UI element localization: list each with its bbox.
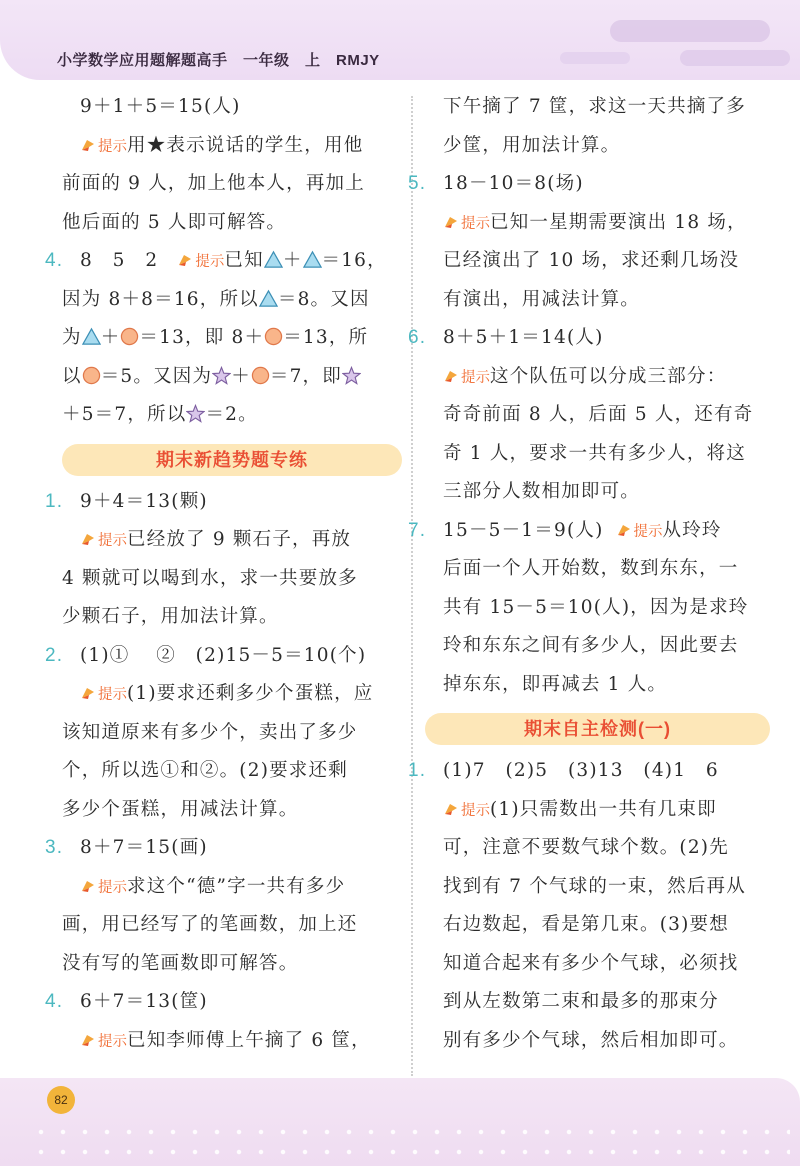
answer-text: 6＋7＝13(筐) xyxy=(80,991,208,1012)
hint-line xyxy=(62,868,402,907)
circle-icon xyxy=(264,327,283,346)
hint-text: ＝2。 xyxy=(205,404,258,425)
hint-label: 提示 xyxy=(98,533,127,549)
hint-icon xyxy=(80,138,96,152)
hint-text: 共有 15－5＝10(人)，因为是求玲 xyxy=(443,596,749,618)
problem-5-answer xyxy=(408,165,770,204)
hint-text: 到从左数第二束和最多的那束分 xyxy=(443,991,719,1012)
star-icon xyxy=(186,404,205,423)
triangle-icon xyxy=(82,327,101,346)
hint-text: 下午摘了 7 筐，求这一天共摘了多 xyxy=(443,96,746,117)
problem-number: 4. xyxy=(45,991,64,1012)
triangle-icon xyxy=(303,250,322,269)
hint-text: 右边数起，看是第几束。(3)要想 xyxy=(443,914,729,935)
page-header xyxy=(0,0,800,80)
hint-label: 提示 xyxy=(461,802,490,819)
hint-text: 画，用已经写了的笔画数，加上还 xyxy=(62,914,358,935)
star-icon xyxy=(342,366,361,385)
hint-text: 别有多少个气球，然后相加即可。 xyxy=(443,1029,739,1051)
hint-label: 提示 xyxy=(98,879,127,896)
triangle-icon xyxy=(259,289,278,308)
hint-text: ＝13，即 8＋ xyxy=(139,327,265,348)
hint-text: 以 xyxy=(62,365,82,387)
book-title: 小学数学应用题解题高手 一年级 上 RMJY xyxy=(57,52,380,69)
hint-label: 提示 xyxy=(461,369,490,386)
column-divider xyxy=(411,96,413,1076)
hint-text: 从玲玲 xyxy=(662,519,722,541)
hint-text: 用★表示说话的学生，用他 xyxy=(127,134,364,156)
hint-text: 少颗石子，用加法计算。 xyxy=(62,606,279,627)
hint-line xyxy=(62,1022,402,1061)
right-column xyxy=(408,88,770,1060)
hint-label: 提示 xyxy=(461,215,490,232)
hint-line xyxy=(425,791,770,830)
hint-text: 他后面的 5 人即可解答。 xyxy=(62,211,287,233)
hint-icon xyxy=(177,253,193,267)
hint-icon xyxy=(80,1033,96,1047)
star-icon xyxy=(212,366,231,385)
problem-6-answer xyxy=(408,319,770,358)
hint-text: ＋ xyxy=(100,327,121,348)
hint-text: 该知道原来有多少个，卖出了多少 xyxy=(62,721,358,743)
answer-line: 9＋1＋5＝15(人) xyxy=(80,96,241,117)
problem-number: 6. xyxy=(408,327,427,348)
hint-text: (1)要求还剩多少个蛋糕，应 xyxy=(127,683,374,704)
hint-text: ＝5。又因为 xyxy=(100,365,213,387)
hint-text: 掉东东，即再减去 1 人。 xyxy=(443,673,668,695)
hint-text: 已经放了 9 颗石子，再放 xyxy=(127,529,352,550)
circle-icon xyxy=(251,366,270,385)
header-decoration xyxy=(680,50,790,66)
hint-text: 这个队伍可以分成三部分： xyxy=(490,365,727,387)
hint-line xyxy=(62,319,402,358)
header-decoration xyxy=(610,20,770,42)
left-column xyxy=(45,88,402,1060)
problem-number: 7. xyxy=(408,519,427,541)
hint-line xyxy=(425,358,770,397)
hint-icon xyxy=(80,686,96,700)
hint-text: 为 xyxy=(62,327,82,348)
hint-icon xyxy=(443,369,459,383)
hint-label: 提示 xyxy=(195,254,225,270)
problem-number: 3. xyxy=(45,837,64,858)
question-1-answer xyxy=(408,752,770,791)
problem-number: 1. xyxy=(408,760,427,781)
hint-text: 找到有 7 个气球的一束，然后再从 xyxy=(443,875,746,897)
hint-line xyxy=(62,281,402,320)
hint-icon xyxy=(443,215,459,229)
hint-icon xyxy=(80,879,96,893)
hint-text: ＋ xyxy=(231,365,251,387)
answer-text: (1)7 (2)5 (3)13 (4)1 6 xyxy=(443,760,719,781)
hint-text: 有演出，用减法计算。 xyxy=(443,288,641,310)
hint-label: 提示 xyxy=(98,687,127,703)
triangle-icon xyxy=(264,250,283,269)
problem-4-answer xyxy=(45,983,402,1022)
footer-decoration xyxy=(30,1122,790,1162)
hint-icon xyxy=(80,532,96,546)
page-footer xyxy=(0,1078,800,1166)
page-number: 82 xyxy=(47,1086,75,1114)
hint-text: 玲和东东之间有多少人，因此要去 xyxy=(443,635,739,656)
problem-number: 5. xyxy=(408,173,427,194)
hint-line xyxy=(62,396,402,435)
hint-text: ＝7，即 xyxy=(269,365,342,387)
hint-line xyxy=(62,127,402,166)
hint-label: 提示 xyxy=(98,1033,127,1050)
answer-text: 9＋4＝13(颗) xyxy=(80,490,208,512)
problem-1-answer xyxy=(45,483,402,522)
hint-line xyxy=(62,358,402,397)
hint-text: ＝13，所 xyxy=(283,327,369,348)
answer-text: 8＋5＋1＝14(人) xyxy=(443,327,604,348)
hint-text: ＝8。又因 xyxy=(277,288,370,310)
hint-text: 已知 xyxy=(224,250,264,271)
hint-text: 后面一个人开始数，数到东东，一 xyxy=(443,558,739,579)
hint-line xyxy=(62,521,402,560)
hint-text: 奇 1 人，要求一共有多少人，将这 xyxy=(443,442,746,464)
answer-text: 8＋7＝15(画) xyxy=(80,837,208,858)
hint-text: 因为 8＋8＝16，所以 xyxy=(62,288,259,310)
problem-number: 1. xyxy=(45,490,64,512)
hint-text: 可，注意不要数气球个数。(2)先 xyxy=(443,837,729,858)
hint-label: 提示 xyxy=(98,138,127,155)
hint-text: 没有写的笔画数即可解答。 xyxy=(62,952,299,974)
hint-label: 提示 xyxy=(633,523,663,540)
section-heading: 期末新趋势题专练 xyxy=(62,444,402,476)
hint-text: ＝16， xyxy=(321,250,387,271)
hint-text: 少筐，用加法计算。 xyxy=(443,134,621,156)
circle-icon xyxy=(82,366,101,385)
hint-text: 求这个“德”字一共有多少 xyxy=(127,875,346,897)
problem-number: 2. xyxy=(45,644,64,666)
hint-text: ＋ xyxy=(282,250,303,271)
hint-text: ＋5＝7，所以 xyxy=(62,404,187,425)
answer-text: 8 5 2 xyxy=(80,250,159,271)
answer-text: 18－10＝8(场) xyxy=(443,173,584,194)
problem-3-answer xyxy=(45,829,402,868)
hint-text: 已知李师傅上午摘了 6 筐， xyxy=(127,1029,371,1051)
problem-2-answer xyxy=(45,637,402,676)
section-heading: 期末自主检测(一) xyxy=(425,713,770,745)
problem-number: 4. xyxy=(45,250,64,271)
hint-text: 多少个蛋糕，用减法计算。 xyxy=(62,798,299,820)
problem-4-answer xyxy=(45,242,402,281)
hint-text: 知道合起来有多少个气球，必须找 xyxy=(443,952,739,974)
hint-line xyxy=(425,204,770,243)
hint-icon xyxy=(616,523,632,537)
circle-icon xyxy=(120,327,139,346)
hint-text: 奇奇前面 8 人，后面 5 人，还有奇 xyxy=(443,404,754,425)
hint-text: 已经演出了 10 场，求还剩几场没 xyxy=(443,250,740,271)
header-decoration xyxy=(560,52,630,64)
problem-7-answer xyxy=(408,512,770,551)
hint-text: 已知一星期需要演出 18 场， xyxy=(490,211,747,233)
hint-text: 4 颗就可以喝到水，求一共要放多 xyxy=(62,567,358,589)
hint-text: (1)只需数出一共有几束即 xyxy=(490,798,717,820)
hint-text: 前面的 9 人，加上他本人，再加上 xyxy=(62,173,365,194)
hint-icon xyxy=(443,802,459,816)
hint-line xyxy=(62,675,402,714)
hint-text: 个，所以选①和②。(2)要求还剩 xyxy=(62,760,348,781)
hint-text: 三部分人数相加即可。 xyxy=(443,481,641,502)
answer-text: (1)① ② (2)15－5＝10(个) xyxy=(80,644,367,666)
answer-text: 15－5－1＝9(人) xyxy=(443,519,604,541)
